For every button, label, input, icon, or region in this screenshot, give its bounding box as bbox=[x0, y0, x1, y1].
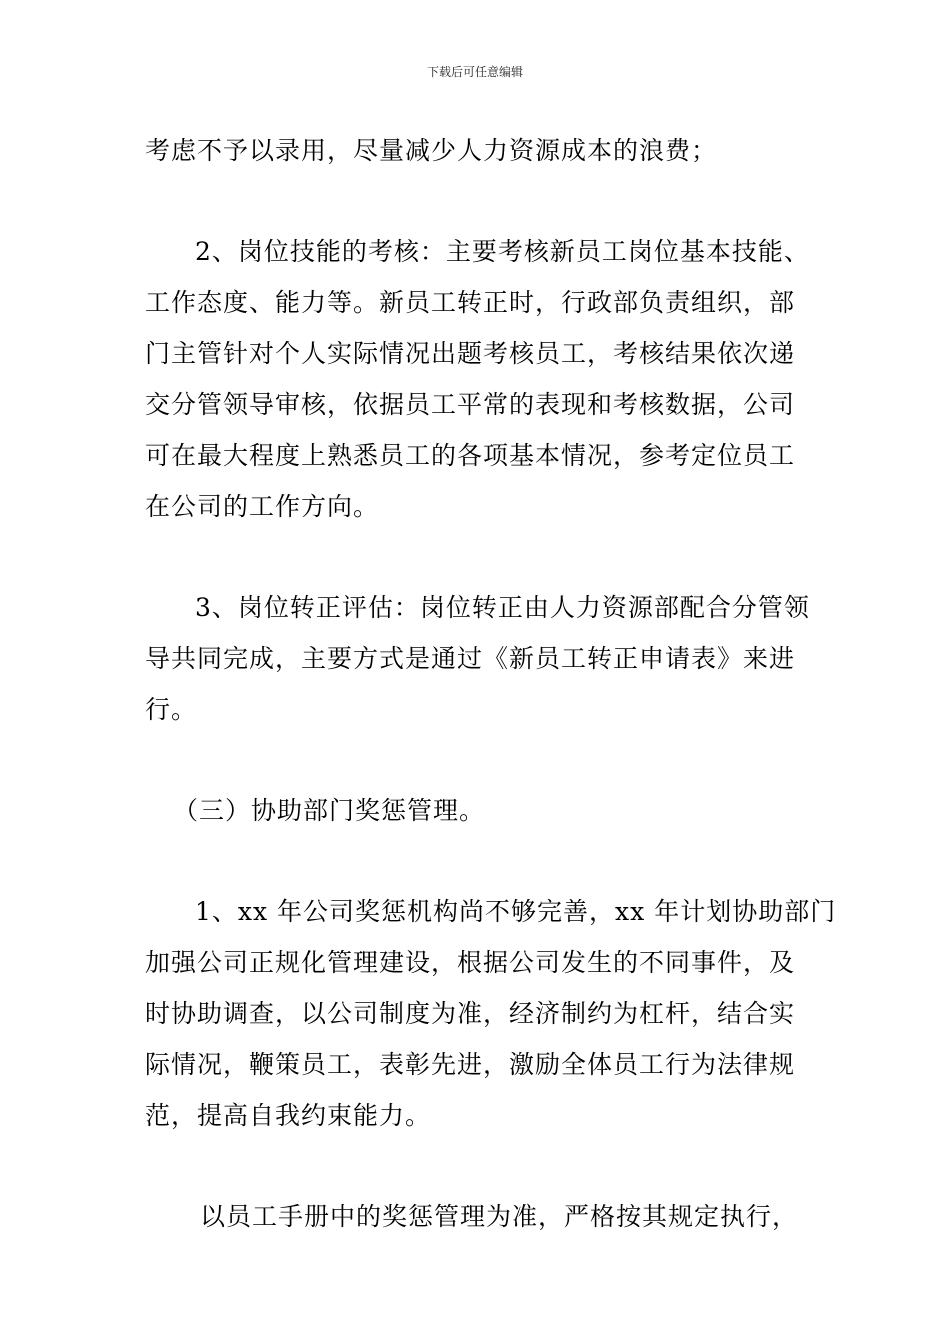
text-line: 时协助调查，以公司制度为准，经济制约为杠杆，结合实 bbox=[145, 999, 796, 1028]
page-header: 下载后可任意编辑 bbox=[426, 65, 523, 79]
text-line: 考虑不予以录用，尽量减少人力资源成本的浪费； bbox=[145, 136, 718, 165]
text-line: 3、岗位转正评估：岗位转正由人力资源部配合分管领 bbox=[195, 593, 810, 622]
paragraph-gap bbox=[145, 735, 810, 785]
text-line: 门主管针对个人实际情况出题考核员工，考核结果依次递 bbox=[145, 339, 796, 368]
paragraph-continuation bbox=[145, 125, 810, 176]
text-line: 在公司的工作方向。 bbox=[145, 492, 380, 521]
text-line: 2、岗位技能的考核：主要考核新员工岗位基本技能、 bbox=[195, 237, 810, 266]
paragraph-gap bbox=[145, 532, 810, 582]
paragraph-gap bbox=[145, 1141, 810, 1191]
paragraph-gap bbox=[145, 176, 810, 226]
paragraph-gap bbox=[145, 836, 810, 886]
text-line: 以员工手册中的奖惩管理为准，严格按其规定执行， bbox=[200, 1202, 799, 1231]
text-line: 1、xx 年公司奖惩机构尚不够完善，xx 年计划协助部门 bbox=[195, 897, 837, 926]
text-line: 导共同完成，主要方式是通过《新员工转正申请表》来进 bbox=[145, 644, 796, 673]
text-line: 行。 bbox=[145, 695, 198, 724]
text-line: （三）协助部门奖惩管理。 bbox=[173, 796, 486, 825]
text-line: 际情况，鞭策员工，表彰先进，激励全体员工行为法律规 bbox=[145, 1050, 796, 1079]
paragraph-skill-assessment bbox=[145, 226, 810, 532]
paragraph-employee-handbook bbox=[145, 1191, 810, 1242]
text-line: 工作态度、能力等。新员工转正时，行政部负责组织，部 bbox=[145, 288, 796, 317]
text-line: 加强公司正规化管理建设，根据公司发生的不同事件，及 bbox=[145, 948, 796, 977]
text-line: 可在最大程度上熟悉员工的各项基本情况，参考定位员工 bbox=[145, 441, 796, 470]
text-line: 交分管领导审核，依据员工平常的表现和考核数据，公司 bbox=[145, 390, 796, 419]
paragraph-regularization-evaluation bbox=[145, 582, 810, 735]
text-line: 范，提高自我约束能力。 bbox=[145, 1101, 432, 1130]
paragraph-reward-punishment bbox=[145, 886, 837, 1141]
section-heading bbox=[145, 785, 810, 836]
document-body bbox=[145, 125, 837, 1242]
